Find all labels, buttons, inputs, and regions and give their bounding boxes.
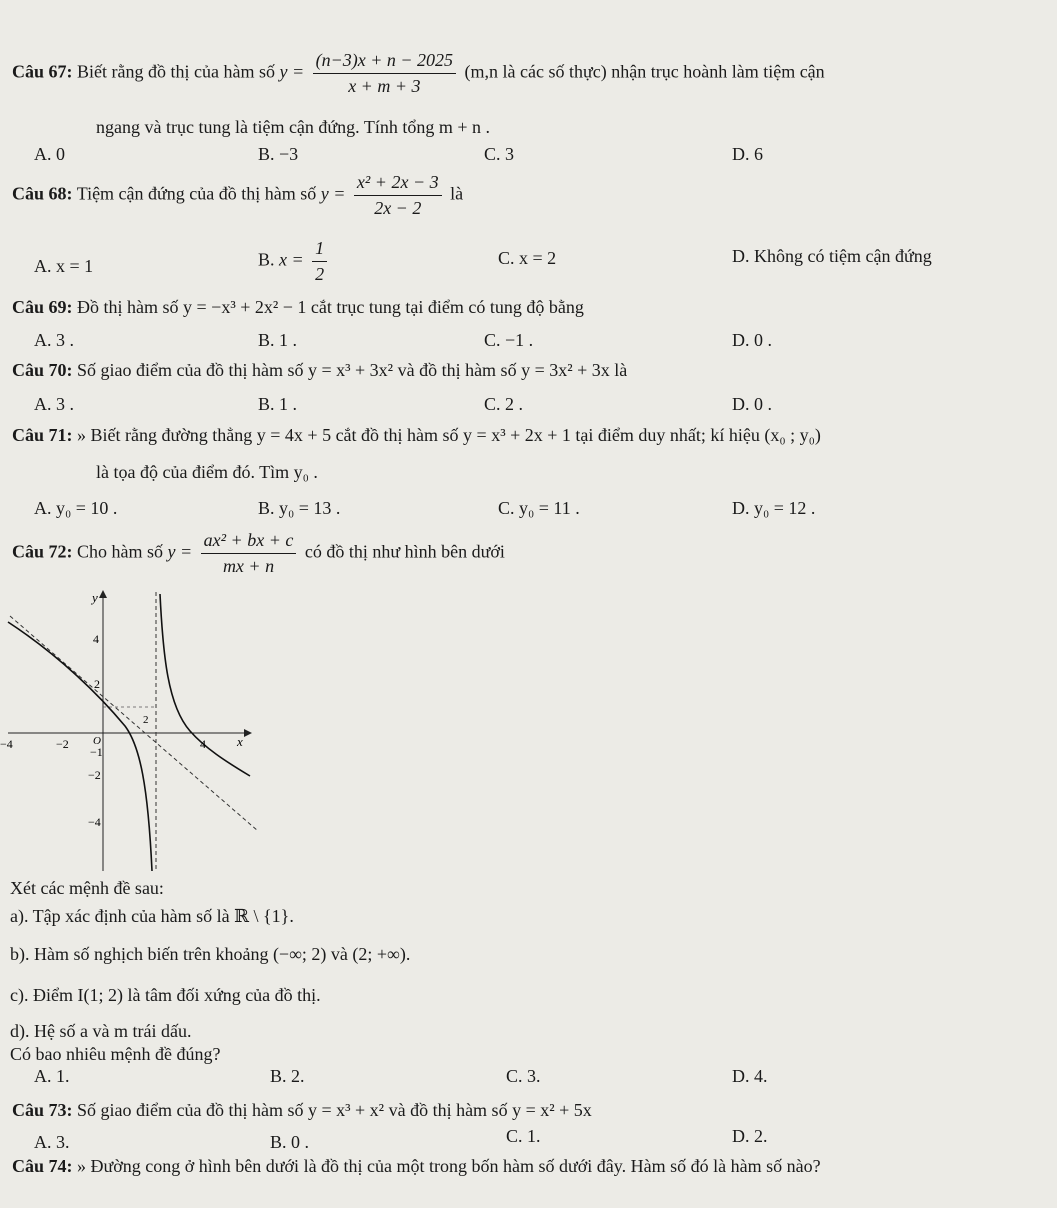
q72-option-a[interactable]: A. 1. — [34, 1066, 70, 1086]
q68-option-b-x: x = — [279, 249, 304, 270]
q72-label: Câu 72: — [12, 541, 73, 562]
q67-option-b[interactable]: B. −3 — [258, 144, 299, 164]
q67-fraction — [313, 50, 456, 97]
tick-y-4: 4 — [93, 632, 99, 646]
tick-y-neg2: −2 — [88, 768, 101, 782]
q72-statement-d: d). Hệ số a và m trái dấu. — [10, 1021, 192, 1041]
curve-left-branch — [8, 622, 152, 871]
q70-line — [12, 360, 627, 381]
graph-y-label: y — [92, 590, 98, 605]
q74-label: Câu 74: — [12, 1156, 73, 1176]
q69-label: Câu 69: — [12, 297, 73, 317]
q72-y-eq: y = — [167, 541, 193, 562]
y-axis-arrow — [99, 590, 107, 598]
q68-option-b[interactable] — [258, 238, 331, 285]
q68-option-b-den: 2 — [315, 264, 325, 284]
q68-option-d[interactable]: D. Không có tiệm cận đứng — [732, 246, 932, 266]
q67-option-c[interactable]: C. 3 — [484, 144, 515, 164]
tick-x-neg4: −4 — [0, 737, 13, 751]
q73-text: Số giao điểm của đồ thị hàm số y = x³ + x² và đồ thị hàm số y = x² + 5x — [77, 1100, 592, 1120]
q70-option-d[interactable]: D. 0 . — [732, 394, 772, 414]
q71-option-c[interactable]: C. y₀ = 11 . — [498, 498, 580, 518]
q67-option-a[interactable]: A. 0 — [34, 144, 65, 164]
q69-option-a[interactable]: A. 3 . — [34, 330, 74, 350]
q72-text-b: có đồ thị như hình bên dưới — [304, 541, 505, 562]
q73-option-a[interactable]: A. 3. — [34, 1132, 70, 1152]
graph-origin-label: O — [93, 735, 101, 747]
q70-text: Số giao điểm của đồ thị hàm số y = x³ + 3x² và đồ thị hàm số y = 3x² + 3x là — [77, 360, 628, 380]
q72-fraction — [201, 530, 297, 577]
q68-numerator: x² + 2x − 3 — [354, 172, 442, 196]
q73-option-b[interactable]: B. 0 . — [270, 1132, 310, 1152]
q72-graph — [0, 586, 270, 876]
oblique-asymptote — [10, 616, 258, 831]
tick-x-neg2: −2 — [56, 737, 69, 751]
q71-line1 — [12, 425, 821, 446]
q70-option-b[interactable]: B. 1 . — [258, 394, 298, 414]
q71-option-d[interactable]: D. y₀ = 12 . — [732, 498, 816, 518]
q67-text-c: ngang và trục tung là tiệm cận đứng. Tính tổng m + n . — [96, 117, 491, 137]
q72-question: Có bao nhiêu mệnh đề đúng? — [10, 1044, 221, 1064]
q70-label: Câu 70: — [12, 360, 73, 380]
q69-line — [12, 297, 584, 318]
q68-option-b-fraction — [312, 238, 327, 285]
q68-fraction — [354, 172, 442, 219]
q72-statement-b: b). Hàm số nghịch biến trên khoảng (−∞; 2) và (2; +∞). — [10, 944, 411, 964]
q74-text: » Đường cong ở hình bên dưới là đồ thị của một trong bốn hàm số dưới đây. Hàm số đó là hàm số nào? — [77, 1156, 821, 1176]
q71-text: » Biết rằng đường thẳng y = 4x + 5 cắt đồ thị hàm số y = x³ + 2x + 1 tại điểm duy nhất; kí hiệu (x₀ ; y₀) — [77, 425, 821, 445]
q70-option-a[interactable]: A. 3 . — [34, 394, 74, 414]
q68-denominator: 2x − 2 — [374, 198, 422, 218]
q69-option-c[interactable]: C. −1 . — [484, 330, 534, 350]
q72-option-c[interactable]: C. 3. — [506, 1066, 541, 1086]
q73-option-c[interactable]: C. 1. — [506, 1126, 541, 1146]
q71-option-a[interactable]: A. y₀ = 10 . — [34, 498, 118, 518]
q67-label: Câu 67: — [12, 61, 73, 82]
q73-line — [12, 1100, 592, 1121]
tick-x-4: 4 — [200, 737, 206, 751]
q69-option-d[interactable]: D. 0 . — [732, 330, 772, 350]
q67-y-eq: y = — [279, 61, 305, 82]
q68-line1 — [12, 172, 463, 219]
q73-label: Câu 73: — [12, 1100, 73, 1120]
q68-option-c[interactable]: C. x = 2 — [498, 248, 557, 268]
q71-label: Câu 71: — [12, 425, 73, 445]
q67-text-b: (m,n là các số thực) nhận trục hoành làm tiệm cận — [464, 61, 825, 82]
q68-y-eq: y = — [320, 183, 346, 204]
q67-denominator: x + m + 3 — [348, 76, 421, 96]
q68-option-b-num: 1 — [312, 238, 327, 262]
q72-denominator: mx + n — [222, 556, 275, 576]
q74-line — [12, 1156, 821, 1177]
tick-y-neg1: −1 — [90, 745, 103, 759]
q72-option-b[interactable]: B. 2. — [270, 1066, 305, 1086]
q67-numerator: (n−3)x + n − 2025 — [313, 50, 456, 74]
q73-option-d[interactable]: D. 2. — [732, 1126, 768, 1146]
tick-x-2-top: 2 — [143, 714, 149, 726]
q68-option-a[interactable]: A. x = 1 — [34, 256, 94, 276]
q71-text2: là tọa độ của điểm đó. Tìm y₀ . — [96, 462, 318, 482]
q68-option-b-label: B. — [258, 249, 275, 270]
q72-numerator: ax² + bx + c — [201, 530, 297, 554]
tick-y-2: 2 — [94, 677, 100, 691]
tick-y-neg4: −4 — [88, 815, 101, 829]
q70-option-c[interactable]: C. 2 . — [484, 394, 524, 414]
q68-text-b: là — [450, 183, 464, 204]
x-axis-arrow — [244, 729, 252, 737]
q72-intro: Xét các mệnh đề sau: — [10, 878, 164, 898]
q72-statement-a: a). Tập xác định của hàm số là ℝ \ {1}. — [10, 906, 294, 926]
q67-text-a: Biết rằng đồ thị của hàm số — [77, 61, 275, 82]
q67-line1 — [12, 50, 825, 97]
q72-line1 — [12, 530, 505, 577]
q72-statement-c: c). Điểm I(1; 2) là tâm đối xứng của đồ thị. — [10, 985, 321, 1005]
q68-text-a: Tiệm cận đứng của đồ thị hàm số — [76, 183, 317, 204]
graph-x-label: x — [237, 734, 243, 749]
q67-option-d[interactable]: D. 6 — [732, 144, 763, 164]
q72-option-d[interactable]: D. 4. — [732, 1066, 768, 1086]
q68-label: Câu 68: — [12, 183, 73, 204]
q69-text: Đồ thị hàm số y = −x³ + 2x² − 1 cắt trục tung tại điểm có tung độ bằng — [77, 297, 584, 317]
q72-text-a: Cho hàm số — [77, 541, 164, 562]
q69-option-b[interactable]: B. 1 . — [258, 330, 298, 350]
q71-option-b[interactable]: B. y₀ = 13 . — [258, 498, 341, 518]
